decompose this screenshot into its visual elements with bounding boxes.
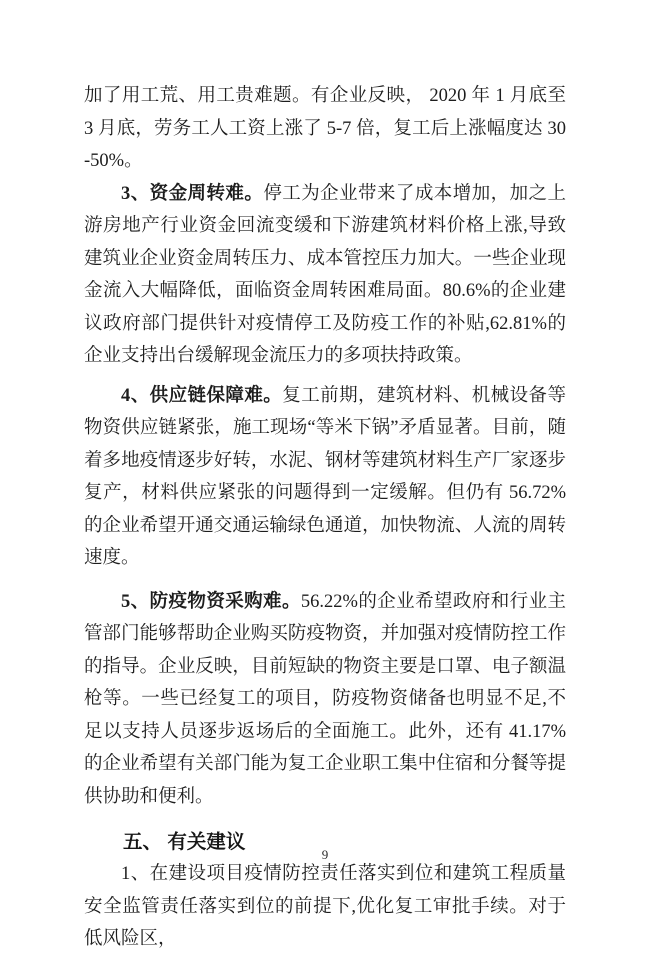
paragraph-suggestion-1	[84, 858, 566, 956]
section-heading-suggestions: 五、 有关建议	[123, 831, 246, 853]
paragraph-labor-cost-continuation	[84, 80, 566, 178]
paragraph-lead: 5、防疫物资采购难。	[121, 591, 301, 612]
paragraph-text: 1、在建设项目疫情防控责任落实到位和建筑工程质量安全监管责任落实到位的前提下,优化复工审批手续。对于低风险区，	[84, 864, 566, 949]
paragraph-capital-turnover	[84, 178, 566, 373]
paragraph-epidemic-supplies	[84, 586, 566, 814]
page-number: 9	[321, 847, 329, 862]
paragraph-text: 加了用工荒、用工贵难题。有企业反映， 2020 年 1 月底至 3 月底，劳务工人工资上涨了 5-7 倍，复工后上涨幅度达 30-50%。	[84, 86, 566, 171]
page-content	[84, 80, 566, 956]
paragraph-lead: 4、供应链保障难。	[121, 385, 283, 406]
paragraph-supply-chain	[84, 380, 566, 575]
paragraph-lead: 3、资金周转难。	[121, 183, 264, 204]
paragraph-text: 停工为企业带来了成本增加，加之上游房地产行业资金回流变缓和下游建筑材料价格上涨,导致建筑业企业资金周转压力、成本管控压力加大。一些企业现金流入大幅降低，面临资金周转困难局面。80.6%的企业建议政府部门提供针对疫情停工及防疫工作的补贴,62.81%的企业支持出台缓解现金流压力的多项扶持政策。	[84, 183, 566, 366]
paragraph-text: 复工前期，建筑材料、机械设备等物资供应链紧张，施工现场“等米下锅”矛盾显著。目前，随着多地疫情逐步好转，水泥、钢材等建筑材料生产厂家逐步复产，材料供应紧张的问题得到一定缓解。但仍有 56.72%的企业希望开通交通运输绿色通道，加快物流、人流的周转速度。	[84, 385, 566, 568]
page-footer	[0, 846, 650, 864]
paragraph-text: 56.22%的企业希望政府和行业主管部门能够帮助企业购买防疫物资，并加强对疫情防控工作的指导。企业反映，目前短缺的物资主要是口罩、电子额温枪等。一些已经复工的项目，防疫物资储备也明显不足,不足以支持人员逐步返场后的全面施工。此外，还有 41.17%的企业希望有关部门能为复工企业职工集中住宿和分餐等提供协助和便利。	[84, 591, 566, 807]
